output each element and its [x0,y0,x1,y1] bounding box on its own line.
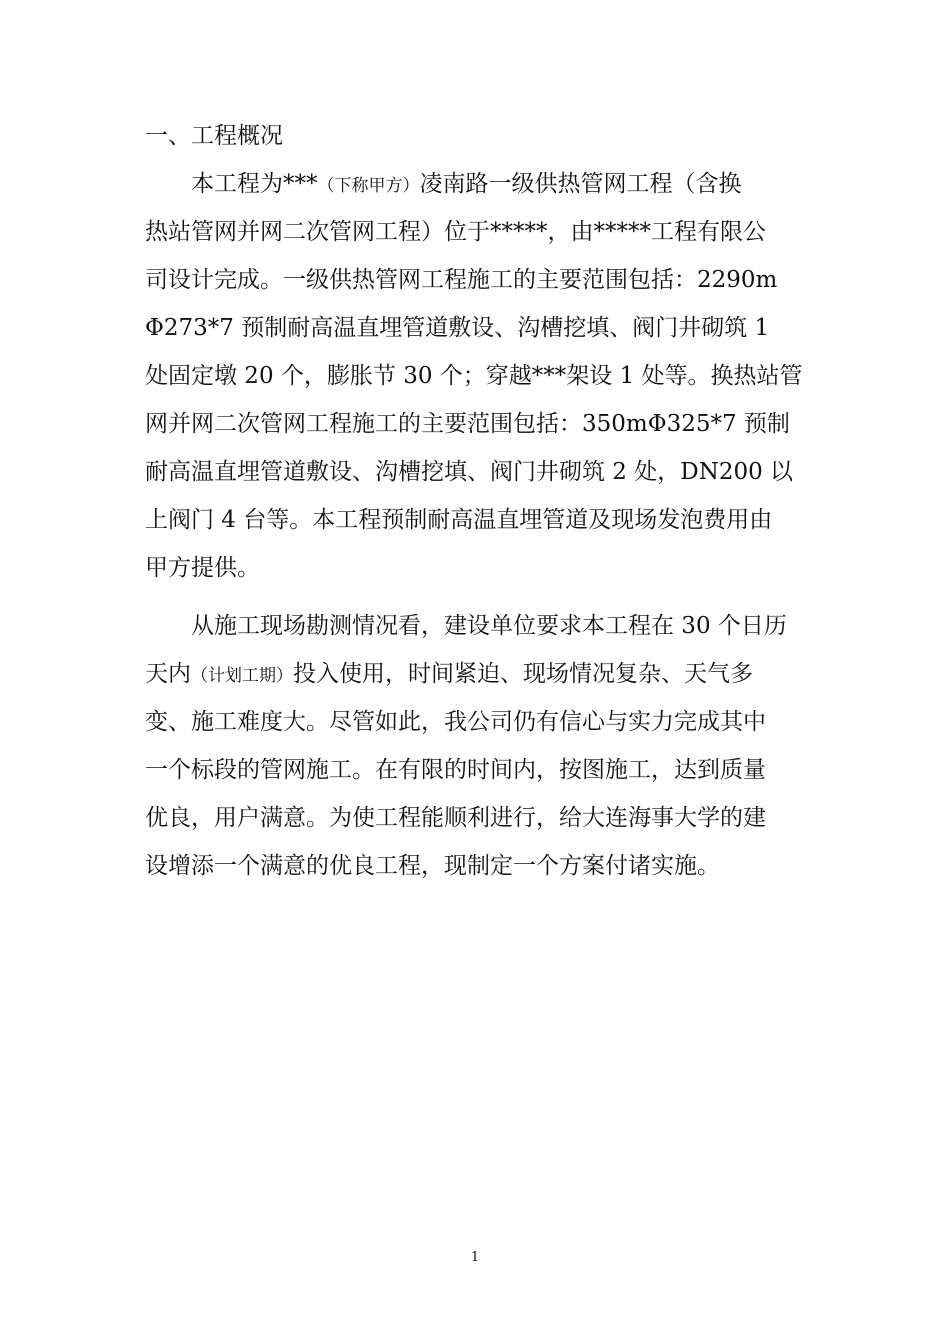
paragraph-line: 优良，用户满意。为使工程能顺利进行，给大连海事大学的建 [145,805,766,831]
paragraph-line: 网并网二次管网工程施工的主要范围包括：350mΦ325*7 预制 [145,411,790,437]
text-run: 凌南路一级供热管网工程（含换 [419,171,742,197]
document-body [145,112,845,890]
text-run: 本工程为*** [191,171,318,197]
paragraph-site-conditions [145,602,845,890]
paragraph-line: 设增添一个满意的优良工程，现制定一个方案付诸实施。 [145,853,720,879]
text-run: 天内 [145,661,191,687]
paragraph-line: 耐高温直埋管道敷设、沟槽挖填、阀门井砌筑 2 处，DN200 以 [145,459,794,485]
page-number: 1 [470,1250,480,1265]
section-heading: 一、工程概况 [145,123,283,149]
paragraph-line: 热站管网并网二次管网工程）位于*****，由*****工程有限公 [145,219,766,245]
text-run-small: （计划工期） [191,666,293,686]
paragraph-line [145,650,845,698]
paragraph-line [145,160,845,208]
paragraph-line: 处固定墩 20 个，膨胀节 30 个；穿越***架设 1 处等。换热站管 [145,363,803,389]
paragraph-line: 变、施工难度大。尽管如此，我公司仍有信心与实力完成其中 [145,709,766,735]
text-run: 投入使用，时间紧迫、现场情况复杂、天气多 [293,661,753,687]
paragraph-line: 甲方提供。 [145,555,260,581]
paragraph-project-overview [145,160,845,592]
text-run-small: （下称甲方） [317,176,420,196]
paragraph-line: 司设计完成。一级供热管网工程施工的主要范围包括：2290m [145,267,778,293]
paragraph-line: 一个标段的管网施工。在有限的时间内，按图施工，达到质量 [145,757,766,783]
paragraph-line: 上阀门 4 台等。本工程预制耐高温直埋管道及现场发泡费用由 [145,507,773,533]
paragraph-line: Φ273*7 预制耐高温直埋管道敷设、沟槽挖填、阀门井砌筑 1 [145,315,770,341]
paragraph-line: 从施工现场勘测情况看，建设单位要求本工程在 30 个日历 [191,613,787,639]
